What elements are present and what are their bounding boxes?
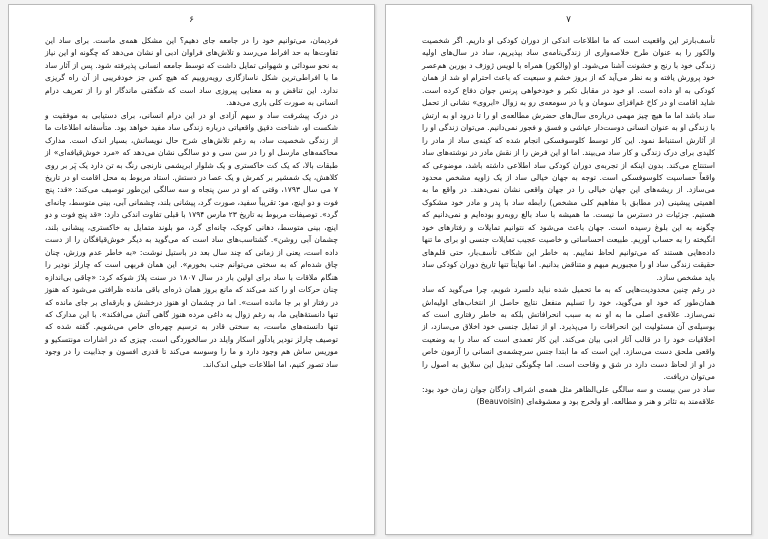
paragraph: در رغم چنین محدودیت‌هایی که به ما تحمیل شده نباید دلسرد شویم، چرا می‌گوید که ساد همان‌طور که خود او می‌گوید، خود را تسلیم منفعل نتایج حاصل از انتخاب‌های اولیه‌اش نمی‌سازد. علاقه‌ی اصلی ما به او نه به سبب انحرافاتش بلکه به خاطر رفتاری است که بوسیله‌ی آن مسئولیت این انحرافات را می‌پذیرد. او از تمایل جنسی خود اخلاق می‌سازد، از اخلاقیات خود را در قالب آثار ادبی بیان می‌کند. این کار تعمدی است که ساد را به وضعیت واقعی ملحق دست می‌سازد. این است که ما ابتدا جنس سرچشمه‌ی انسانی را آزمون خاص در او از لحاظ دست دارد در شق و وقاحت است. اما چگونگی تبدیل این سلایق به اصول را می‌توان دریافت. (422, 285, 715, 382)
paragraph: ساد در سن بیست و سه سالگی علی‌الظاهر مثل همه‌ی اشراف زادگان جوان زمان خود بود: علاقه‌مند به تئاتر و هنر و مطالعه. او ولخرج بود و معشوقه‌ای (Beauvoisin) (422, 384, 715, 407)
page-number: ۷ (566, 15, 571, 25)
paragraph: فردیمان، می‌توانیم خود را در جامعه جای دهیم؟ این مشکل همه‌ی ماست. برای ساد این تفاوت‌ها به حد افراط می‌رسد و تلاش‌های فراوان ادبی او نشان می‌دهد که چگونه او این نیاز به نحو سودائی و شهوانی تمایل داشت که توسط جامعه انسانی پذیرفته شود. پس از آثار ساد ما با افراطی‌ترین شکل ناسازگاری رویه‌روییم که هیچ کس جز خودفریبی از آن راه گریزی ندارد. این تناقض و به معنایی پیروزی ساد است که شگفتی ماندگار او را از تعریف درام انسانی به صورت کلی باری می‌دهد. (45, 36, 338, 108)
page-body (45, 35, 338, 371)
page-right (385, 4, 752, 535)
page-left (8, 4, 375, 535)
paragraph: در درک پیشرفت ساد و سهم آزادی او در این درام انسانی، برای دستیابی به موفقیت و شکست او، شناخت دقیق واقعیاتی درباره زندگی ساد مفید خواهد بود. متأسفانه اطلاعات ما از زندگی شخصیت ساد، به رغم تلاش‌های شرح حال نویسانش، بسیار اندک است. مدارک محاکمه‌های مارسل او را در سن سی و دو سالگی نشان می‌دهد که «مرد خوش‌قیافه‌ای» از طبقات بالا، که یک کت خاکستری و یک شلوار ابریشمی نارنجی رنگ به تن دارد یک پَر بر روی کلاهش، یک شمشیر بر کمرش و یک عصا در دستش. استاد مربوط به محل اقامت او در تاریخ ۷ می سال ۱۷۹۳، وقتی که او در سن پنجاه و سه سالگی این‌طور توصیف می‌کند: «قد: پنج فوت و دو اینچ، مو: تقریباً سفید، صورت گرد، پیشانی بلند، چشمانی آبی، بینی متوسط، چانه‌ای گرد». توصیفات مربوط به تاریخ ۲۳ مارس ۱۷۹۴ با قبلی تفاوت اندکی دارد: «قد پنج فوت و دو اینچ، بینی متوسط، دهانی کوچک، چانه‌ای گرد، مو بلوند متمایل به خاکستری، پیشانی بلند، چشمان آبی روشن». گشتاسب‌های ساد است که می‌گوید به دیگر خوش‌قیافگان را از دست داده است، یعنی از زمانی که چند سال بعد در باستیل نوشت: «به خاطر عدم ورزش، چنان چاق شده‌ام که به سختی می‌توانم جنب بخورم». این همان فربهی است که چارلز نودیر را هنگام ملاقات با ساد برای اولین بار در سال ۱۸۰۷ در سنت پلاژ شوکه کرد: «چاقی بی‌اندازه چنان حرکات او را کند می‌کند که مانع بروز همان ذره‌ای باقی مانده ظرافتی می‌شود که هنوز در رفتار او بر جا مانده است». اما در چشمان او هنوز درخشش و بارقه‌ای بر جای مانده که تنها دانستهٔ‌هایی ما، به‌ رغم زوال به داغی مرده هنوز گاهی آتش می‌افکند». با این مدارک که تنها دانسته‌های ماست، به سختی قادر به ترسیم چهره‌ای خاص می‌شویم. گفته شده که توصیف چارلز نودیر یادآور اسکار وایلد در سالخوردگی است. چیزی که در اشارات مونتسکیو و موریس ساش هم وجود دارد و ما را وسوسه می‌کند تا قدری افسون و جذابیت را در وجود ساد تصور کنیم، اما اطلاعات خیلی اندک‌اند. (45, 110, 339, 369)
page-body (422, 35, 715, 409)
page-number: ۶ (189, 15, 194, 25)
paragraph: تأسف‌بارتر این واقعیت است که ما اطلاعات اندکی از دوران کودکی او داریم. اگر شخصیت والکور را به عنوان طرح خلاصه‌واری از زندگی‌نامه‌ی ساد بپذیریم، ساد در سال‌های اولیه زندگی خود با رنج و خشونت آشنا می‌شود. او (والکور) همراه با لویس ژوزف د بوربن هم‌عصر خود پرورش یافته و به نظر می‌آید که از بروز خشم و سبعیت که باعث احترام او شد از همان کودکی به او داده است. او خود در مقابل تکبر و خودخواهی پرنس جوان دفاع کرده است. شاید اقامت او در کاخ غم‌افزای سومان و یا در سومعه‌ی رو به زوال «ابروی» نشانی از تحمل ساد باشد اما ما هیچ چیز مهمی درباره‌ی سال‌های حضرش مطالعه‌ی او را تا درود او به ارتش با زندگی او به عنوان انسانی دوست‌دار عیاشی و فسق و فجور نمی‌دانیم. می‌توان زندگی او را از آثارش استنباط نمود. این کار توسط کلوسوفسکی انجام شده که کینه‌ی ساد از مادر را کلیدی برای درک زندگی و کار ساد می‌بیند. اما او این فرض را از نقش مادر در نوشته‌های ساد استنتاج می‌کند. بدون اینکه از تجربه‌ی دوران کودکی ساد اطلاعی داشته باشد، موضوعی که واقعاً حساسیت کلوسوفسکی است. توجه به جهان خیالی ساد از یک زاویه مشخص محدود می‌سازد. از ریشه‌های این جهان خیالی را در جهان واقعی نشان نمی‌دهند. در واقع ما به اهمیتی پیشینی (در مطابق با مفاهیم کلی مشخص) رابطه ساد با پدر و مادر خود مشکوک هستیم. جزئیات در دسترس ما نیست. ما همیشه با ساد بالغ روبه‌رو بوده‌ایم و نمی‌دانیم که چگونه به این بلوغ رسیده است. جهان باعث می‌شود که نتوانیم تمایلات و رفتارهای خود انگیخته را به حساب آوریم. طبیعت احساساتی و خاصیت عجیب تمایلات جنسی او برای ما تنها داده‌هایی هستند که می‌توانیم لحاظ نماییم. به خاطر این شکاف تأسف‌بار، حتی قلم‌های حقیقت زندگی ساد او را مجبوریم مبهم و متناقض بدانیم. اما نهایتاً تنها تاریخ دوران کودکی ساد باید مشخص سازد. (422, 36, 715, 282)
